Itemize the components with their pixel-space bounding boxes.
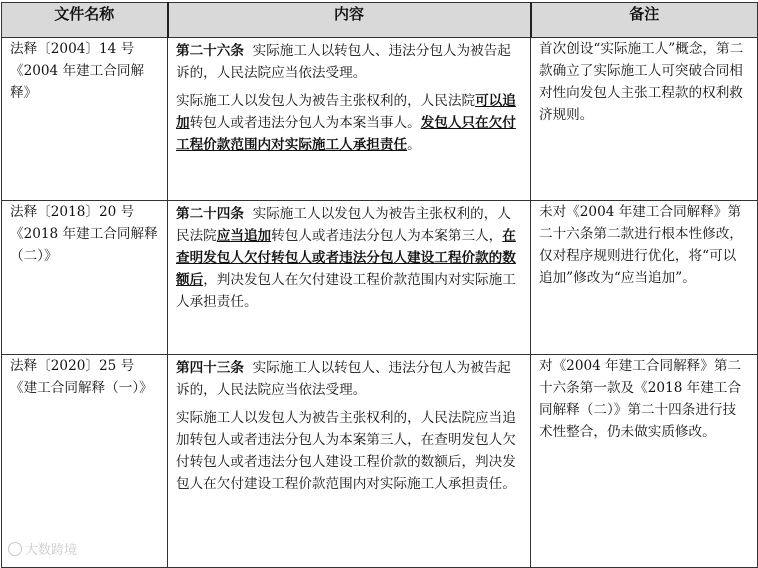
- clause-text: 。: [407, 137, 421, 153]
- remark-cell: 对《2004 年建工合同解释》第二十六条第一款及《2018 年建工合同解释（二）》第二十四条进行技术性整合，仍未做实质修改。: [531, 355, 758, 568]
- content-cell: [168, 355, 531, 568]
- clause-paragraph: [176, 90, 522, 156]
- file-name-cell: 法释〔2004〕14 号《2004 年建工合同解释》: [2, 38, 168, 201]
- header-content: 内容: [168, 3, 531, 38]
- clause-text: 实际施工人以转包人、违法分包人为被告起诉的，人民法院应当依法受理。: [176, 360, 511, 398]
- emphasis-text: 可以追加: [176, 93, 516, 131]
- clause-paragraph: 实际施工人以发包人为被告主张权利的，人民法院应当追加转包人或者违法分包人为本案第三人，在查明发包人欠付转包人或者违法分包人建设工程价款的数额后，判决发包人在欠付建设工程价款范围内对实际施工人承担责任。: [176, 410, 516, 492]
- watermark-logo-icon: [8, 542, 22, 556]
- table-row: [2, 201, 758, 355]
- clause-text: 实际施工人以转包人、违法分包人为被告起诉的，人民法院应当依法受理。: [176, 43, 511, 81]
- watermark: [8, 539, 77, 558]
- header-file-name: 文件名称: [2, 3, 168, 38]
- document-table: [1, 2, 758, 568]
- header-row: [2, 3, 758, 38]
- emphasis-text: 在查明发包人欠付转包人或者违法分包人建设工程价款的数额后: [176, 228, 516, 288]
- clause-paragraph: [176, 357, 522, 401]
- clause-text: 转包人或者违法分包人为本案第三人，: [271, 228, 503, 244]
- article-number: 第二十六条: [176, 43, 244, 59]
- clause-paragraph: [176, 203, 522, 313]
- emphasis-text: 应当追加: [216, 228, 272, 244]
- clause-paragraph: [176, 40, 522, 84]
- file-name-cell: 法释〔2020〕25 号《建工合同解释（一）》: [2, 355, 168, 568]
- remark-cell: 未对《2004 年建工合同解释》第二十六条第二款进行根本性修改，仅对程序规则进行优化，将“可以追加”修改为“应当追加”。: [531, 201, 758, 355]
- watermark-text: 大数跨境: [25, 543, 78, 558]
- clause-text: 转包人或者违法分包人为本案当事人。: [189, 115, 421, 131]
- clause-text: 实际施工人以发包人为被告主张权利的，人民法院: [176, 206, 511, 244]
- content-cell: [168, 38, 531, 201]
- content-cell: [168, 201, 531, 355]
- remark-cell: 首次创设“实际施工人”概念，第二款确立了实际施工人可突破合同相对性向发包人主张工程款的权利救济规则。: [531, 38, 758, 201]
- article-number: 第二十四条: [176, 206, 244, 222]
- table-row: [2, 355, 758, 568]
- file-name-cell: 法释〔2018〕20 号《2018 年建工合同解释（二）》: [2, 201, 168, 355]
- emphasis-text: 发包人只在欠付工程价款范围内对实际施工人承担责任: [176, 115, 516, 153]
- header-remarks: 备注: [531, 3, 758, 38]
- clause-text: ，判决发包人在欠付建设工程价款范围内对实际施工人承担责任。: [176, 272, 516, 310]
- clause-text: 实际施工人以发包人为被告主张权利的，人民法院: [176, 93, 476, 109]
- article-number: 第四十三条: [176, 360, 244, 376]
- table-row: [2, 38, 758, 201]
